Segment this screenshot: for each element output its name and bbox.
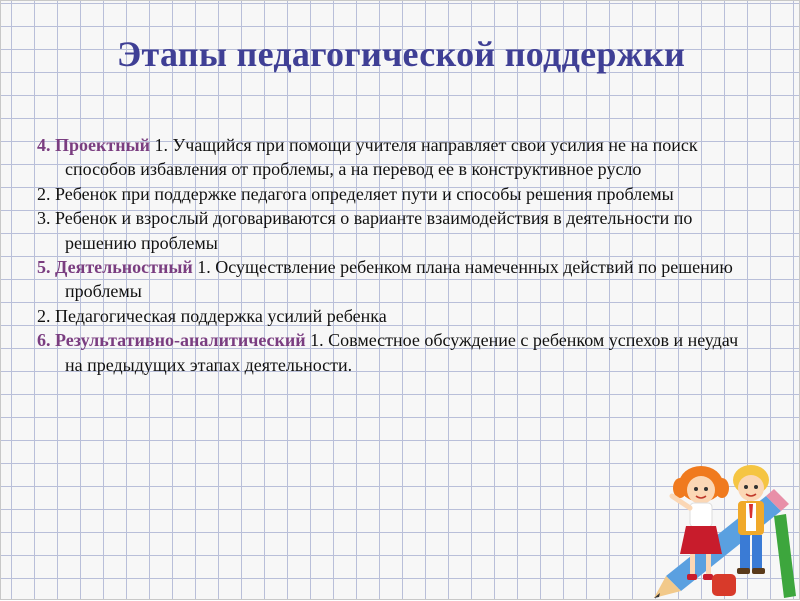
stage-item [37,255,757,328]
backpack-icon [712,574,736,596]
stage-first-point: 1. Совместное обсуждение с ребенком успехов и неудач на предыдущих этапах деятельности. [65,330,739,375]
slide-title: Этапы педагогической поддержки [116,34,686,74]
stage-point: 2. Педагогическая поддержка усилий ребенка [37,305,387,326]
stage-label: 6. Результативно-аналитический [37,330,306,351]
stage-first-point: 1. Учащийся при помощи учителя направляет свои усилия не на поиск способов избавления от проблемы, а на перевод ее в конструктивное русло [65,135,698,180]
boy-figure [733,465,769,574]
stage-label: 4. Проектный [37,135,151,155]
stage-item [37,133,757,255]
stage-first-point: 1. Осуществление ребенком плана намеченных действий по решению проблемы [65,257,733,302]
children-illustration [646,456,800,601]
stage-label: 5. Деятельностный [37,257,193,278]
stage-item [37,328,757,377]
slide-content [37,133,757,377]
stage-point: 3. Ребенок и взрослый договариваются о варианте взаимодействия в деятельности по решению проблемы [37,208,693,253]
stage-point: 2. Ребенок при поддержке педагога определяет пути и способы решения проблемы [37,183,674,204]
